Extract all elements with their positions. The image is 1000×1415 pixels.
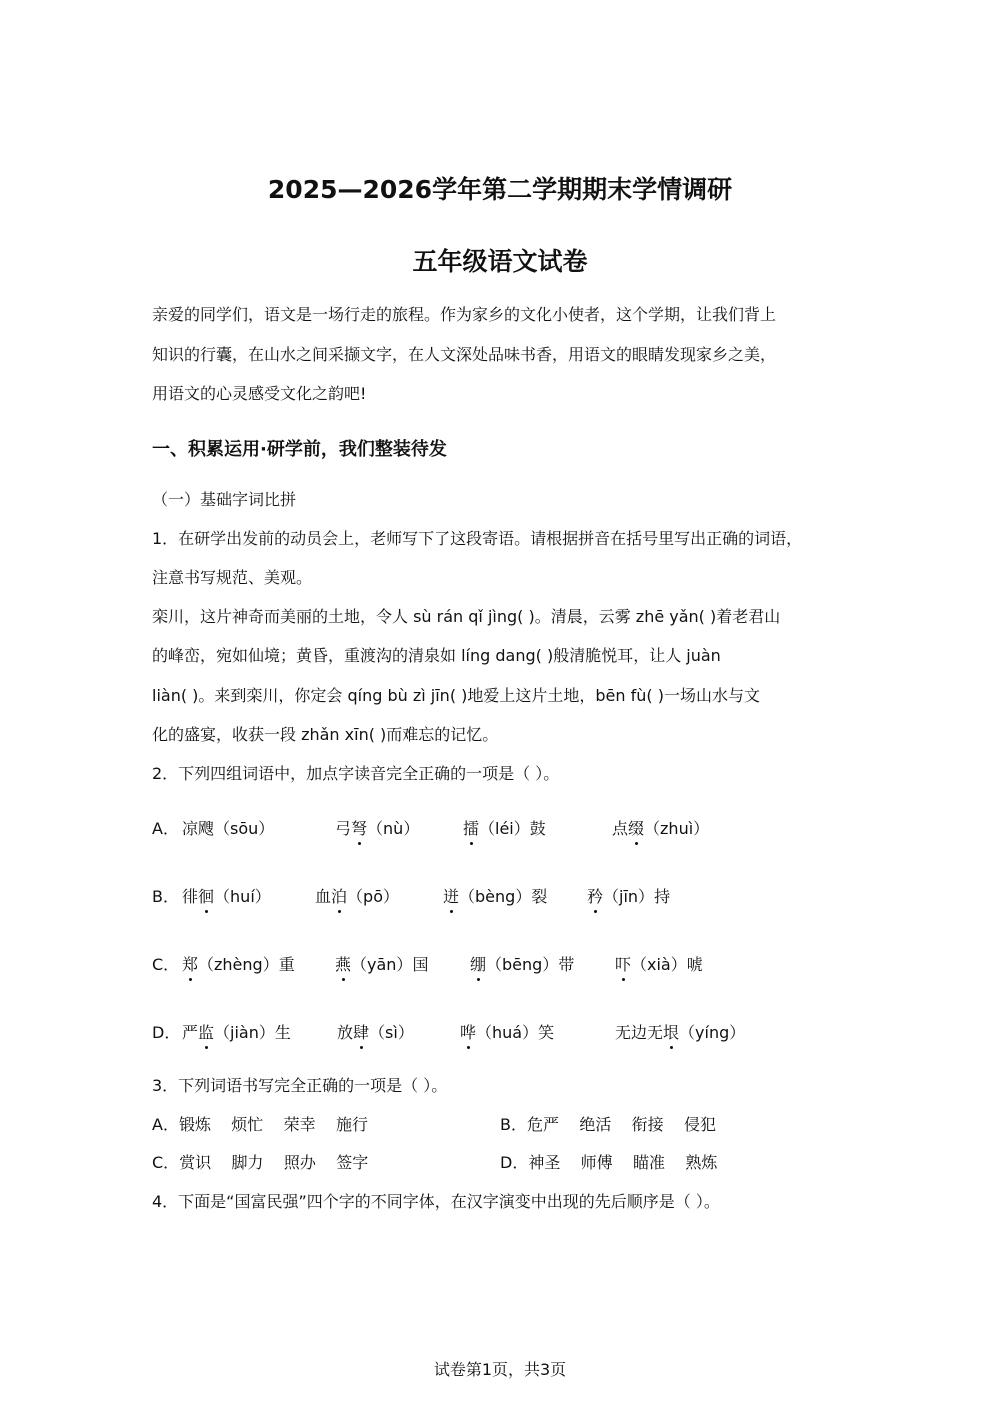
option-item: 哗（huá）笑 (460, 1023, 555, 1042)
q3-option-c: C．赏识 脚力 照办 签字 (152, 1153, 369, 1172)
q1-line-3: 栾川，这片神奇而美丽的土地，令人 sù rán qǐ jìng( )。清晨，云雾 zhē yǎn( )着老君山 (152, 607, 781, 626)
intro-line-1: 亲爱的同学们，语文是一场行走的旅程。作为家乡的文化小使者，这个学期，让我们背上 (152, 305, 777, 324)
q4-stem: 4．下面是“国富民强”四个字的不同字体，在汉字演变中出现的先后顺序是（ ）。 (152, 1192, 720, 1211)
option-item: 无边无垠（yíng） (615, 1023, 746, 1042)
subsection-heading: （一）基础字词比拼 (152, 490, 297, 509)
q1-line-6: 化的盛宴，收获一段 zhǎn xīn( )而难忘的记忆。 (152, 725, 499, 744)
option-item: 弓弩（nù） (335, 819, 420, 838)
option-item: 绷（bēng）带 (470, 955, 575, 974)
q2-stem: 2．下列四组词语中，加点字读音完全正确的一项是（ ）。 (152, 764, 560, 783)
option-item: 徘徊（huí） (182, 887, 271, 906)
q1-line-1: 1．在研学出发前的动员会上，老师写下了这段寄语。请根据拼音在括号里写出正确的词语， (152, 529, 803, 548)
option-item: 放肆（sì） (337, 1023, 414, 1042)
option-label: D． (152, 1023, 181, 1042)
q3-stem: 3．下列词语书写完全正确的一项是（ ）。 (152, 1076, 448, 1095)
exam-title: 2025—2026学年第二学期期末学情调研 (267, 175, 733, 204)
option-item: 血泊（pō） (315, 887, 399, 906)
option-item: 擂（léi）鼓 (463, 819, 546, 838)
page-footer: 试卷第1页，共3页 (433, 1360, 567, 1379)
q1-line-4: 的峰峦，宛如仙境；黄昏，重渡沟的清泉如 líng dang( )般清脆悦耳，让人 juàn (152, 646, 721, 665)
option-item: 吓（xià）唬 (615, 955, 703, 974)
option-item: 迸（bèng）裂 (443, 887, 548, 906)
option-item: 燕（yān）国 (335, 955, 429, 974)
intro-line-2: 知识的行囊，在山水之间采撷文字，在人文深处品味书香，用语文的眼睛发现家乡之美， (152, 345, 777, 364)
q1-line-5: liàn( )。来到栾川，你定会 qíng bù zì jīn( )地爱上这片土地，bēn fù( )一场山水与文 (152, 686, 760, 705)
q3-option-b: B．危严 绝活 衔接 侵犯 (500, 1115, 717, 1134)
option-item: 严监（jiàn）生 (182, 1023, 291, 1042)
section-heading: 一、积累运用·研学前，我们整装待发 (152, 439, 447, 460)
option-label: C． (152, 955, 180, 974)
exam-subtitle: 五年级语文试卷 (412, 247, 588, 276)
intro-line-3: 用语文的心灵感受文化之韵吧! (152, 384, 367, 403)
q1-line-2: 注意书写规范、美观。 (152, 568, 313, 587)
q3-option-d: D．神圣 师傅 瞄准 熟炼 (500, 1153, 718, 1172)
option-item: 矜（jīn）持 (587, 887, 671, 906)
option-item: 郑（zhèng）重 (182, 955, 295, 974)
option-item: 点缀（zhuì） (612, 819, 710, 838)
option-item: 凉飕（sōu） (182, 819, 275, 838)
q3-option-a: A．锻炼 烦忙 荣幸 施行 (152, 1115, 368, 1134)
option-label: B． (152, 887, 179, 906)
option-label: A． (152, 819, 179, 838)
